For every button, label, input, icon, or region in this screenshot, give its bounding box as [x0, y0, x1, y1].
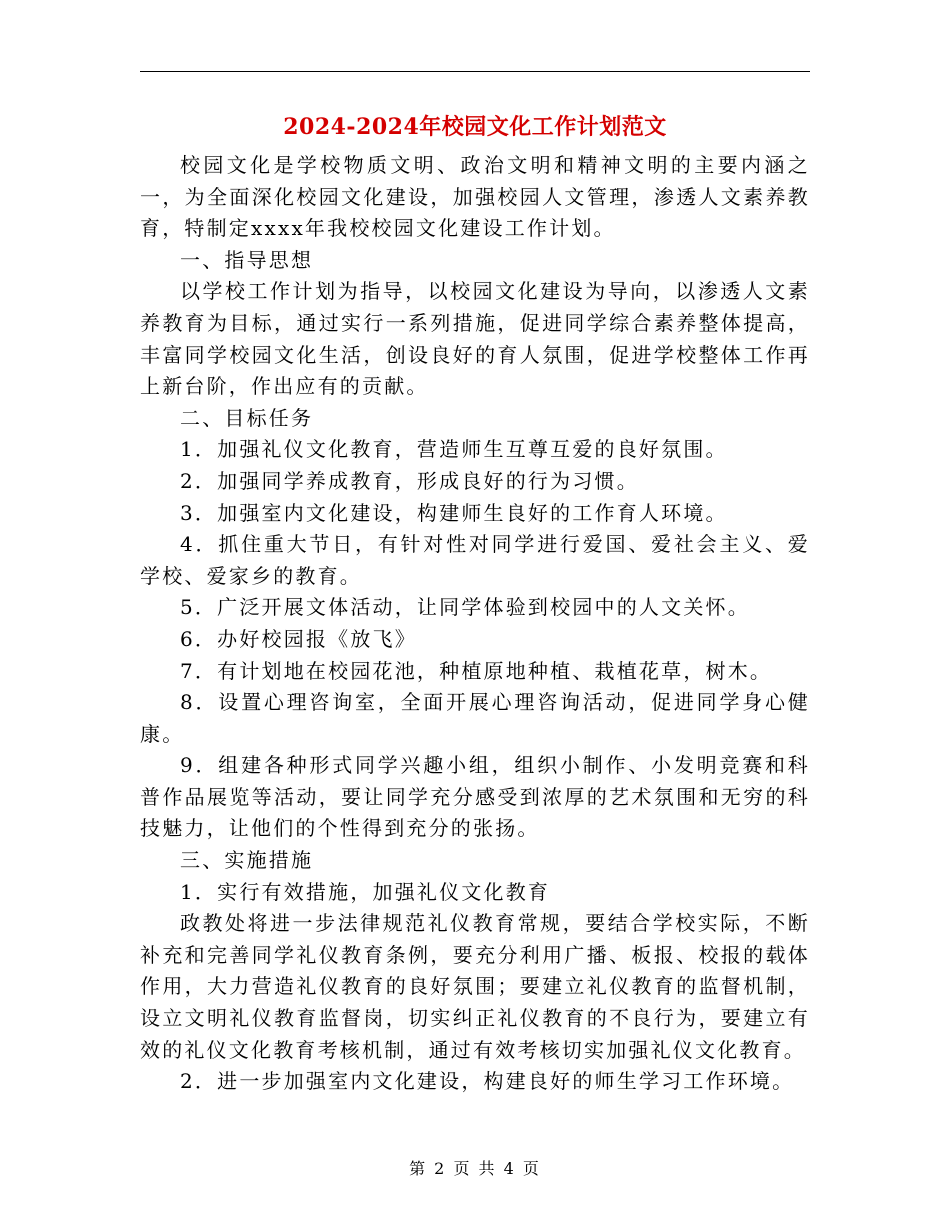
goal-item: 9．组建各种形式同学兴趣小组，组织小制作、小发明竞赛和科普作品展览等活动，要让同学充分感受到浓厚的艺术氛围和无穷的科技魅力，让他们的个性得到充分的张扬。 — [140, 753, 810, 841]
section-heading-measures: 三、实施措施 — [180, 848, 314, 873]
goal-item: 3．加强室内文化建设，构建师生良好的工作育人环境。 — [180, 500, 728, 525]
goal-item: 4．抓住重大节日，有针对性对同学进行爱国、爱社会主义、爱学校、爱家乡的教育。 — [140, 532, 810, 588]
paragraph-guiding-ideology: 以学校工作计划为指导，以校园文化建设为导向，以渗透人文素养教育为目标，通过实行一系列措施，促进同学综合素养整体提高，丰富同学校园文化生活，创设良好的育人氛围，促进学校整体工作再上新台阶，作出应有的贡献。 — [140, 279, 810, 399]
goal-item: 8．设置心理咨询室，全面开展心理咨询活动，促进同学身心健康。 — [140, 690, 810, 746]
paragraph-intro: 校园文化是学校物质文明、政治文明和精神文明的主要内涵之一，为全面深化校园文化建设，加强校园人文管理，渗透人文素养教育，特制定xxxx年我校校园文化建设工作计划。 — [140, 153, 810, 241]
header-rule — [140, 71, 810, 72]
goal-item: 2．加强同学养成教育，形成良好的行为习惯。 — [180, 468, 639, 493]
document-body — [140, 150, 810, 1098]
goal-item: 1．加强礼仪文化教育，营造师生互尊互爱的良好氛围。 — [180, 437, 728, 462]
document-title: 2024-2024年校园文化工作计划范文 — [283, 114, 667, 140]
page-number-footer: 第 2 页 共 4 页 — [409, 1159, 541, 1178]
measure-item: 1．实行有效措施，加强礼仪文化教育 — [180, 879, 551, 904]
goal-item: 5．广泛开展文体活动，让同学体验到校园中的人文关怀。 — [180, 595, 750, 620]
section-heading-guiding-ideology: 一、指导思想 — [180, 247, 314, 272]
goal-item: 7．有计划地在校园花池，种植原地种植、栽植花草，树木。 — [180, 658, 773, 683]
section-heading-goals: 二、目标任务 — [180, 405, 314, 430]
measure-item: 2．进一步加强室内文化建设，构建良好的师生学习工作环境。 — [180, 1069, 795, 1094]
goal-item: 6．办好校园报《放飞》 — [180, 626, 417, 651]
paragraph-measure-detail: 政教处将进一步法律规范礼仪教育常规，要结合学校实际，不断补充和完善同学礼仪教育条例，要充分利用广播、板报、校报的载体作用，大力营造礼仪教育的良好氛围；要建立礼仪教育的监督机制，设立文明礼仪教育监督岗，切实纠正礼仪教育的不良行为，要建立有效的礼仪文化教育考核机制，通过有效考核切实加强礼仪文化教育。 — [140, 911, 810, 1062]
